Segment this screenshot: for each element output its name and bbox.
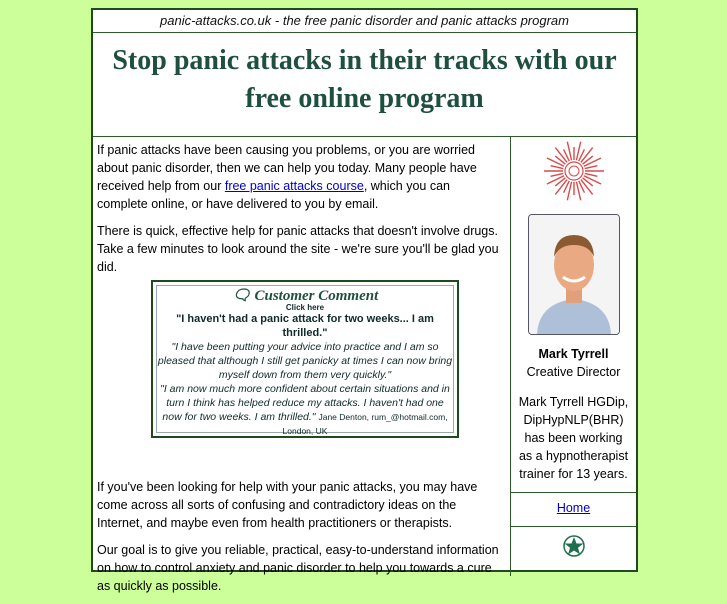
confusion-paragraph: If you've been looking for help with your panic attacks, you may have come across all sorts of confusing and contradictory ideas on the Internet, and maybe even from health practitioners or therapists. (97, 480, 478, 530)
page-frame (91, 8, 638, 593)
comment-headline: "I haven't had a panic attack for two weeks... I am thrilled." (176, 313, 434, 339)
comment-body (157, 340, 453, 438)
comment-quote: "I have been putting your advice into practice and I am so pleased that although I still get panicky at times I can now bring myself down from them very quickly." (157, 341, 453, 381)
goal-paragraph: Our goal is to give you reliable, practical, easy-to-understand information on how to control anxiety and panic disorder to help you towards a cure as quickly as possible. (97, 543, 499, 593)
speech-bubble-icon: 🗨 (231, 288, 251, 304)
site-tagline: panic-attacks.co.uk - the free panic disorder and panic attacks program (93, 10, 636, 33)
comment-quote: "I am now much more confident about certain situations and in turn I think has helped reduce my attacks. I haven't had one now for two weeks. I am thrilled." Jane Denton, rum_@hotmail.com, London, UK (160, 383, 450, 436)
author-name: Mark Tyrrell (538, 347, 609, 361)
main-content (97, 141, 502, 604)
sidebar-divider (511, 492, 636, 493)
avatar (528, 214, 620, 335)
sun-ray (550, 166, 563, 169)
sun-ray (584, 173, 597, 176)
customer-comment-title: 🗨 Customer Comment (231, 288, 379, 304)
page-title: Stop panic attacks in their tracks with our free online program (112, 45, 617, 114)
intro-paragraph: If panic attacks have been causing you problems, or you are worried about panic disorder, then we can help you today. Many people have received help from our free panic attacks course, which you can complete online, or have delivered to you by email. (97, 143, 477, 211)
home-link[interactable]: Home (556, 501, 591, 515)
sun-ray (584, 166, 597, 169)
star-icon (563, 535, 585, 557)
sidebar-divider (511, 526, 636, 527)
sun-ray (546, 158, 563, 166)
customer-comment-box[interactable] (151, 280, 459, 438)
sun-ray (583, 176, 600, 184)
free-course-link[interactable]: free panic attacks course (224, 179, 364, 193)
quick-help-paragraph: There is quick, effective help for panic attacks that doesn't involve drugs. Take a few minutes to look around the site - we're sure you'll be glad you did. (97, 224, 499, 274)
comment-attribution: Jane Denton, rum_@hotmail.com, London, UK (282, 412, 448, 436)
customer-comment-inner (156, 285, 454, 436)
sun-logo-icon (543, 140, 605, 202)
sun-ray (550, 173, 563, 176)
sun-ray (546, 176, 563, 184)
author-role: Creative Director (526, 365, 621, 379)
page-header (93, 33, 636, 137)
portrait-image (529, 215, 619, 334)
author-bio: Mark Tyrrell HGDip, DipHypNLP(BHR) has been working as a hypnotherapist trainer for 13 years. (518, 395, 629, 481)
click-here-link[interactable]: Click here (285, 303, 325, 312)
sidebar (511, 136, 636, 557)
sun-ray (583, 158, 600, 166)
